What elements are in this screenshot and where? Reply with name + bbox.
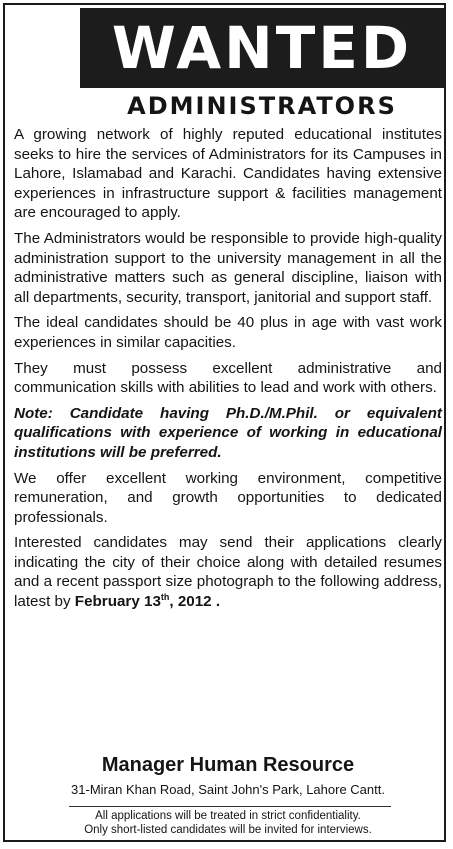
ad-body [14,125,442,618]
responsibilities-paragraph: The Administrators would be responsible to provide high-quality administration support to the university management in all the administrative matters such as general discipline, liaison with all departments, security, transport, janitorial and support staff. [14,229,442,306]
signature-title: Manager Human Resource [101,754,355,776]
position-title: ADMINISTRATORS [127,92,397,120]
skills-paragraph: They must possess excellent administrative and communication skills with abilities to lead and work with others. [14,359,442,397]
footer-line-confidentiality: All applications will be treated in strict confidentiality. [95,810,361,822]
footer-line-shortlist: Only short-listed candidates will be invited for interviews. [84,824,372,836]
application-paragraph [14,533,442,611]
footer-divider [69,806,391,807]
signature-address: 31-Miran Khan Road, Saint John's Park, Lahore Cantt. [71,782,385,797]
offer-paragraph: We offer excellent working environment, competitive remuneration, and growth opportunities to dedicated professionals. [14,469,442,526]
age-requirement-paragraph: The ideal candidates should be 40 plus in age with vast work experiences in similar capacities. [14,314,442,351]
job-advertisement [3,3,446,842]
note-paragraph: Note: Candidate having Ph.D./M.Phil. or equivalent qualifications with experience of working in educational institutions will be preferred. [14,404,442,461]
wanted-banner: WANTED [80,8,444,88]
deadline-date: February 13th, 2012 . [74,592,221,611]
signature-block [14,753,442,799]
intro-paragraph: A growing network of highly reputed educational institutes seeks to hire the services of Administrators for its Campuses in Lahore, Islamabad and Karachi. Candidates having extensive experiences in infrastructure support & facilities management are encouraged to apply. [14,126,442,222]
application-text: Interested candidates may send their applications clearly indicating the city of their choice along with detailed resumes and a recent passport size photograph to the following address, latest by [14,534,442,611]
footer-note [14,809,442,837]
